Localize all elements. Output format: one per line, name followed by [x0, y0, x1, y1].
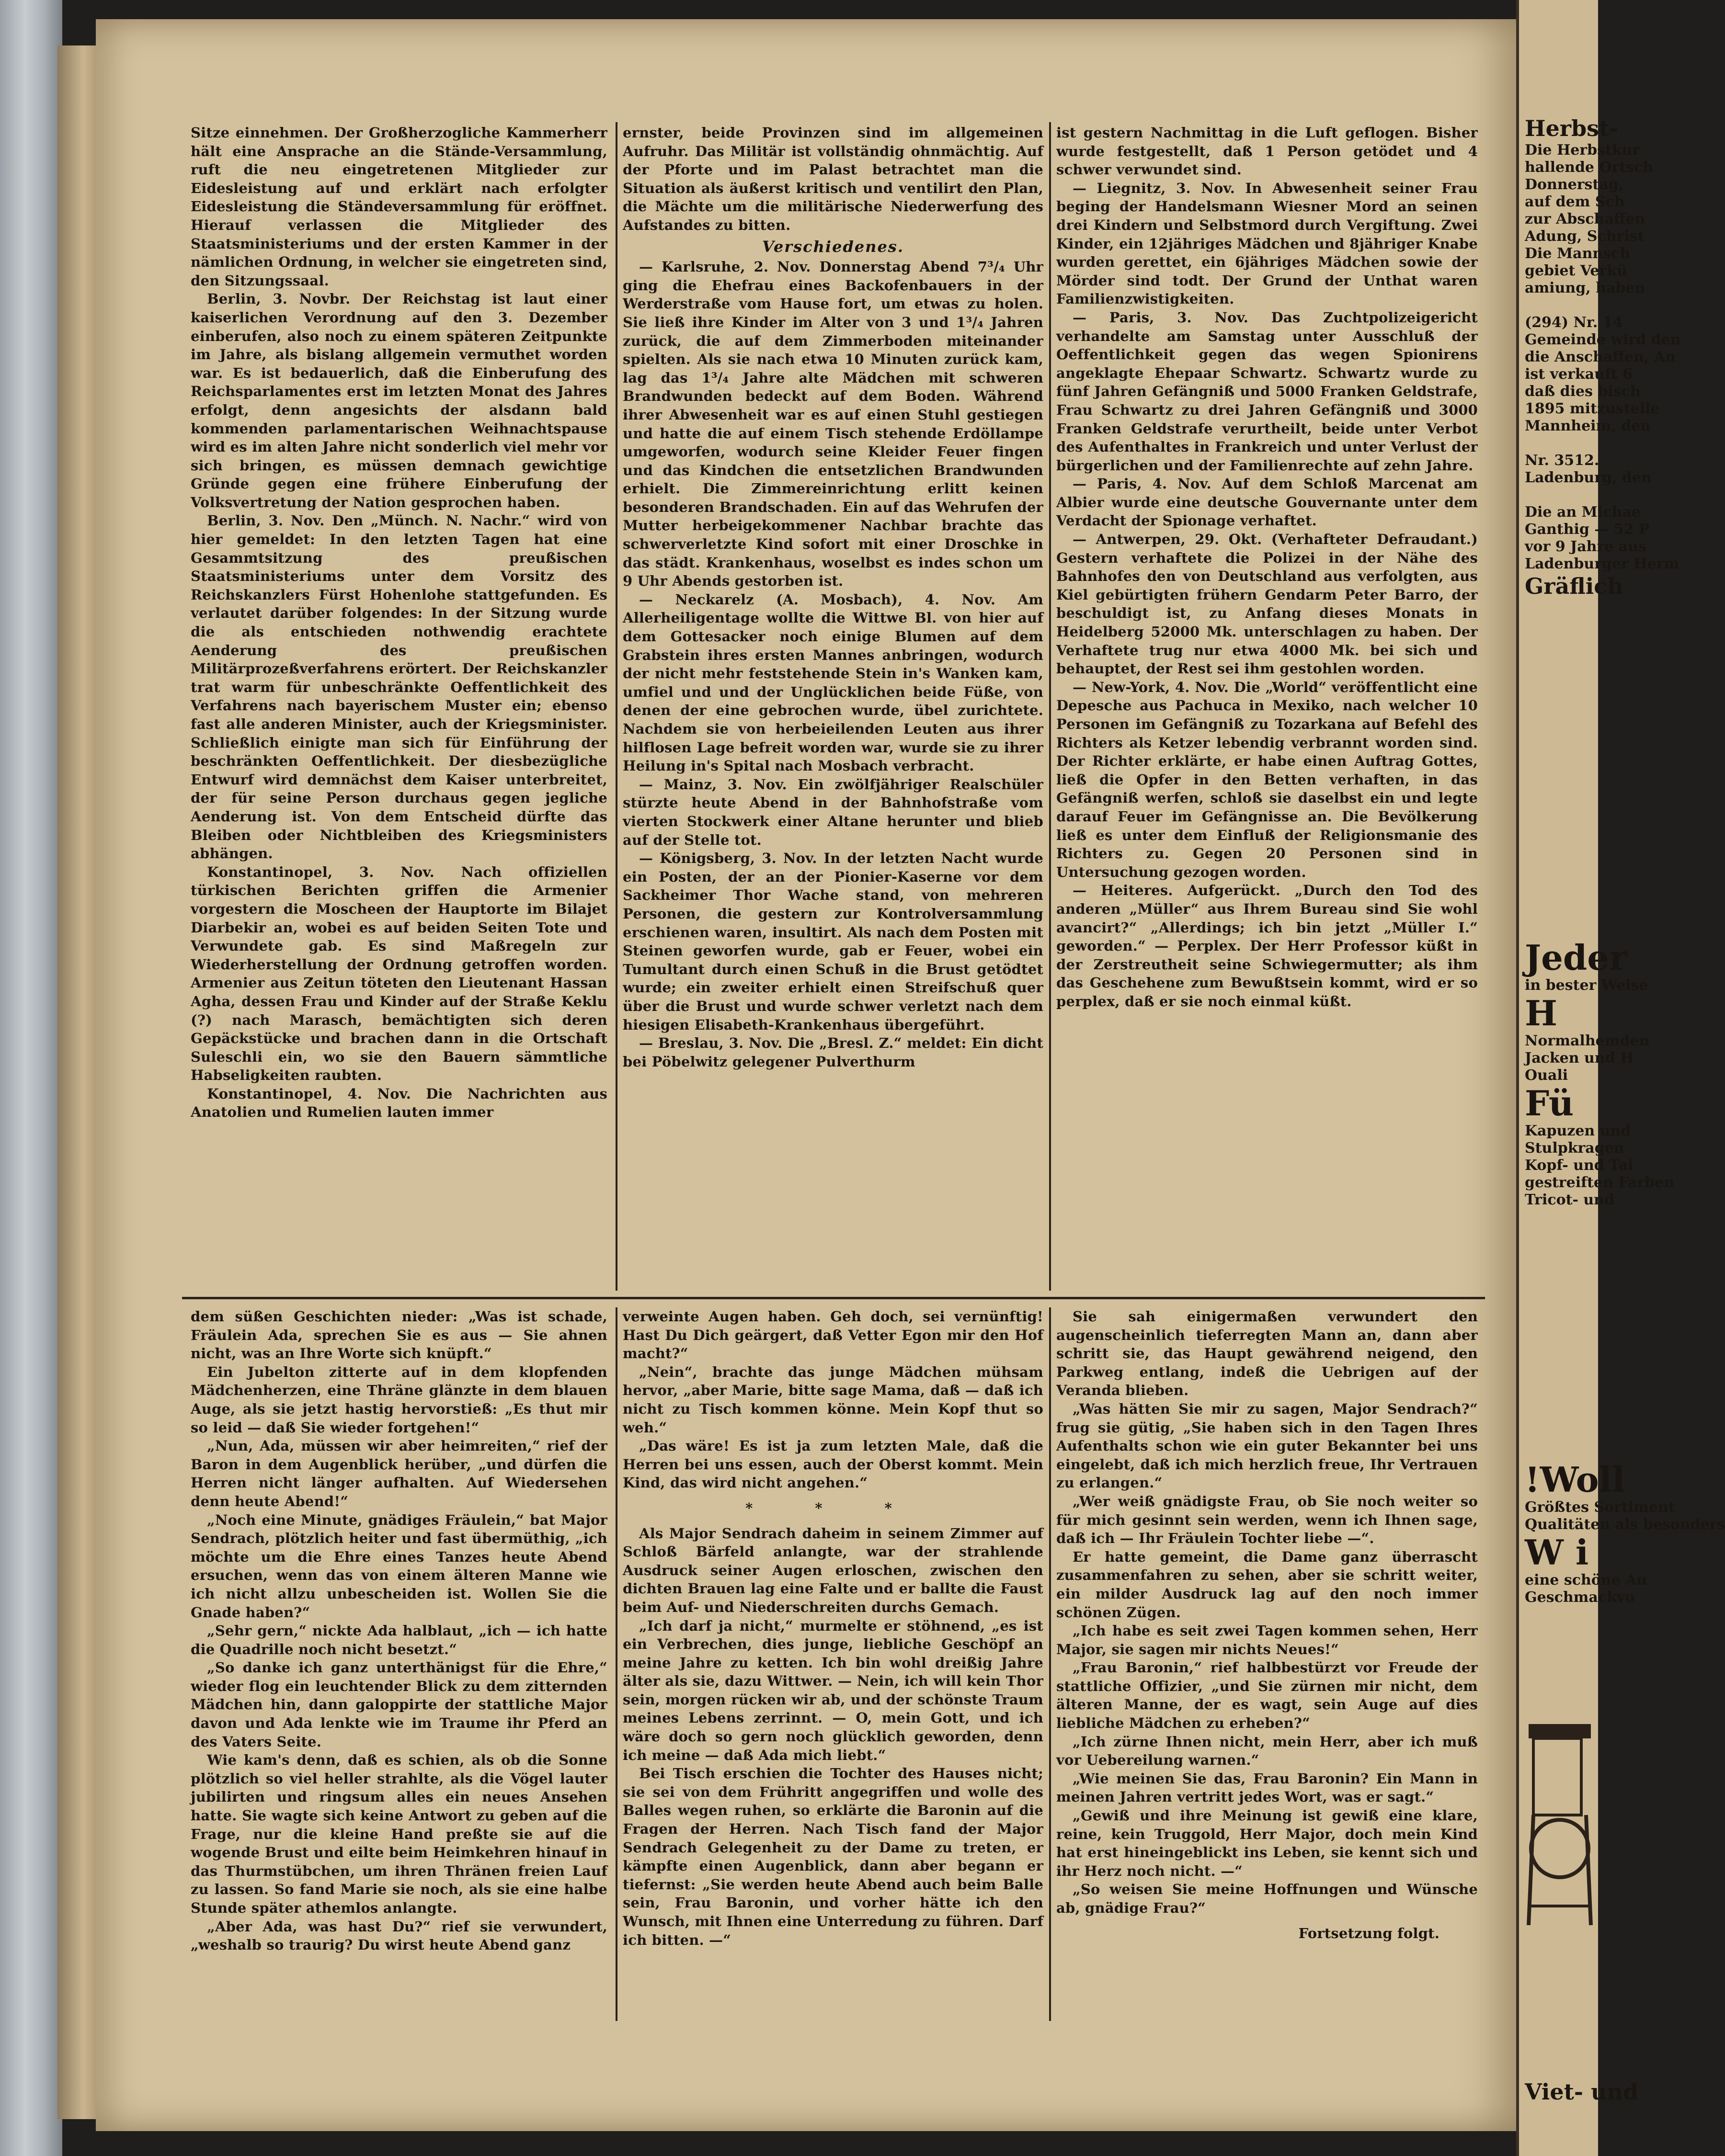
paragraph: „Sehr gern,“ nickte Ada halblaut, „ich — ich hatte die Quadrille noch nicht besetzt.“	[191, 1623, 607, 1657]
ad-line: die Anschaffen, An	[1525, 349, 1676, 365]
binder-spine	[0, 0, 62, 2156]
bottom-advertisement	[1525, 2078, 1668, 2105]
section-heading-verschiedenes: Verschiedenes.	[762, 237, 904, 256]
ad-line: Normalhemden	[1525, 1033, 1650, 1049]
paragraph: „Aber Ada, was hast Du?“ rief sie verwundert, „weshalb so traurig? Du wirst heute Abend ganz	[191, 1918, 607, 1953]
paragraph: „So danke ich ganz unterthänigst für die Ehre,“ wieder flog ein leuchtender Blick zu dem zitternden Mädchen hin, dann galoppirte der stattliche Major davon und Ada lenkte wie im Traume ihr Pferd an des Vaters Seite.	[191, 1659, 607, 1750]
top-column-3	[1056, 124, 1478, 1292]
column-rule	[616, 1307, 617, 2021]
ad-line: Geschmackvo	[1525, 1589, 1635, 1606]
adjacent-page-notices	[1525, 115, 1681, 600]
paragraph: Konstantinopel, 4. Nov. Die Nachrichten aus Anatolien und Rumelien lauten immer	[191, 1085, 607, 1121]
ad-line: gebiet Verkü	[1525, 262, 1627, 279]
ad-line: Gemeinde wird den	[1525, 331, 1681, 348]
section-stars: * * *	[745, 1499, 921, 1516]
paragraph: „Nun, Ada, müssen wir aber heimreiten,“ rief der Baron in dem Augenblick herüber, „und dürfen die Herren nicht länger aufhalten. Auf Wiedersehen denn heute Abend!“	[191, 1438, 607, 1509]
paragraph: — Heiteres. Aufgerückt. „Durch den Tod des anderen „Müller“ aus Ihrem Bureau sind Sie wohl avancirt?“ „Allerdings; ich bin jetzt „Müller I.“ geworden.“ — Perplex. Der Herr Professor küßt in der Zerstreutheit seine Schwiegermutter; als ihm das Geschehene zum Bewußtsein kommt, wird er so perplex, daß er sie noch einmal küßt.	[1056, 882, 1478, 1010]
paragraph: „Nein“, brachte das junge Mädchen mühsam hervor, „aber Marie, bitte sage Mama, daß — daß ich nicht zu Tisch kommen könne. Mein Kopf thut so weh.“	[623, 1363, 1043, 1436]
ad-line: Die Mannsch	[1525, 245, 1631, 262]
bottom-column-2	[623, 1307, 1043, 2021]
column-rule	[1049, 1307, 1051, 2021]
ad-line: Jacken und H	[1525, 1050, 1634, 1067]
ad-line: Herbst-	[1525, 115, 1619, 141]
ad-line: Gräflich	[1525, 573, 1623, 599]
paragraph: „Ich zürne Ihnen nicht, mein Herr, aber ich muß vor Uebereilung warnen.“	[1056, 1733, 1478, 1769]
ad-line: Nr. 3512.	[1525, 452, 1599, 469]
ad-line	[1525, 487, 1668, 504]
paragraph: verweinte Augen haben. Geh doch, sei vernünftig! Hast Du Dich geärgert, daß Vetter Egon mir den Hof macht?“	[623, 1308, 1043, 1362]
bottom-column-3	[1056, 1307, 1478, 2021]
ad-line: in bester Weise	[1525, 977, 1648, 994]
paragraph: Berlin, 3. Novbr. Der Reichstag ist laut einer kaiserlichen Verordnung auf den 3. Dezember einberufen, also noch zu einem späteren Zeitpunkte im Jahre, als bislang allgemein vermuthet worden war. Es ist bedauerlich, daß die Einberufung des Reichsparlamentes erst im letzten Monat des Jahres erfolgt, denn angesichts der alsdann bald kommenden parlamentarischen Weihnachtspause wird es im alten Jahre nicht sonderlich viel mehr vor sich bringen, es müssen demnach gewichtige Gründe gegen eine frühere Einberufung der Volksvertretung der Nation gesprochen haben.	[191, 291, 607, 511]
ad-line: Qualitäten als besonders	[1525, 1516, 1725, 1533]
paragraph: „Was hätten Sie mir zu sagen, Major Sendrach?“ frug sie gütig, „Sie haben sich in den Tagen Ihres Aufenthalts schon wie ein guter Bekannter bei uns eingelebt, daß ich mich herzlich freue, Ihr Vertrauen zu erlangen.“	[1056, 1400, 1478, 1491]
ad-line: auf dem Sch	[1525, 193, 1625, 210]
clothing-advertisement	[1525, 937, 1674, 1209]
ad-line: Adung, Schrist	[1525, 228, 1645, 245]
sewing-machine-illustration	[1524, 1705, 1596, 1930]
ad-line: zur Abschaffen	[1525, 211, 1645, 227]
ad-line: gestreiften Farben	[1525, 1174, 1674, 1191]
paragraph: Berlin, 3. Nov. Den „Münch. N. Nachr.“ wird von hier gemeldet: In den letzten Tagen hat eine Gesammtsitzung des preußischen Staatsministeriums unter dem Vorsitz des Reichskanzlers Fürst Hohenlohe stattgefunden. Es verlautet darüber folgendes: In der Sitzung wurde die als entschieden nothwendig erachtete Aenderung des preußischen Militärprozeßverfahrens erörtert. Der Reichskanzler trat warm für unbeschränkte Oeffentlichkeit des Verfahrens nach bayerischem Muster ein; ebenso fast alle anderen Minister, auch der Kriegsminister. Schließlich einigte man sich für Einführung der beschränkten Oeffentlichkeit. Der diesbezügliche Entwurf wird demnächst dem Kaiser unterbreitet, der für seine Person durchaus gegen jegliche Aenderung ist. Von dem Entscheid dürfte das Bleiben oder Nichtbleiben des Kriegsministers abhängen.	[191, 512, 607, 862]
paragraph: — Mainz, 3. Nov. Ein zwölfjähriger Realschüler stürzte heute Abend in der Bahnhofstraße vom vierten Stockwerk einer Altane herunter und blieb auf der Stelle tot.	[623, 776, 1043, 848]
wool-advertisement	[1525, 1459, 1725, 1606]
paragraph: — Paris, 4. Nov. Auf dem Schloß Marcenat am Albier wurde eine deutsche Gouvernante unter dem Verdacht der Spionage verhaftet.	[1056, 476, 1478, 529]
ad-line: (294) Nr. 14	[1525, 314, 1623, 331]
paragraph: dem süßen Geschichten nieder: „Was ist schade, Fräulein Ada, sprechen Sie es aus — Sie ahnen nicht, was an Ihre Worte sich knüpft.“	[191, 1308, 607, 1362]
paragraph: „Wie meinen Sie das, Frau Baronin? Ein Mann in meinen Jahren vertritt jedes Wort, was er sagt.“	[1056, 1770, 1478, 1805]
paragraph: — Paris, 3. Nov. Das Zuchtpolizeigericht verhandelte am Samstag unter Ausschluß der Oeffentlichkeit gegen das wegen Spionirens angeklagte Ehepaar Schwartz. Schwartz wurde zu fünf Jahren Gefängniß und 5000 Franken Geldstrafe, Frau Schwartz zu drei Jahren Gefängniß und 3000 Franken Geldstrafe verurtheilt, beide unter Verbot des Aufenthaltes in Frankreich und unter Verlust der bürgerlichen und der Familienrechte auf zehn Jahre.	[1056, 309, 1478, 474]
paragraph: Sitze einnehmen. Der Großherzogliche Kammerherr hält eine Ansprache an die Stände-Versammlung, ruft die neu eingetretenen Mitglieder zur Eidesleistung auf und erklärt nach erfolgter Eidesleistung die Ständeversammlung für eröffnet. Hierauf verlassen die Mitglieder des Staatsministeriums und der ersten Kammer in der nämlichen Ordnung, in welcher sie eingetreten sind, den Sitzungssaal.	[191, 125, 607, 289]
ad-line: eine schöne Au	[1525, 1572, 1647, 1589]
ad-line: Kapuzen und	[1525, 1123, 1631, 1139]
ad-line: Ladenburg, den	[1525, 469, 1652, 486]
ad-line: Die Herbstkur	[1525, 142, 1640, 159]
adjacent-page	[1516, 0, 1725, 2156]
paragraph: „Ich darf ja nicht,“ murmelte er stöhnend, „es ist ein Verbrechen, dies junge, liebliche Geschöpf an meine Jahre zu ketten. Ich bin wohl dreißig Jahre älter als sie, dazu Wittwer. — Nein, ich will kein Thor sein, morgen rücken wir ab, und der schönste Traum meines Lebens zerrinnt. — O, mein Gott, und ich wäre doch so gern noch glücklich geworden, denn ich meine — daß Ada mich liebt.“	[623, 1617, 1043, 1763]
paragraph: Ein Jubelton zitterte auf in dem klopfenden Mädchenherzen, eine Thräne glänzte in dem blauen Auge, als sie jetzt hastig hervorstieß: „Es thut mir so leid — daß Sie wieder fortgehen!“	[191, 1363, 607, 1436]
paragraph: Bei Tisch erschien die Tochter des Hauses nicht; sie sei von dem Frühritt angegriffen und wolle des Balles wegen ruhen, so erklärte die Baronin auf die Fragen der Herren. Nach Tisch fand der Major Sendrach Gelegenheit zu der Dame zu treten, er kämpfte einen Augenblick, dann aber begann er tiefernst: „Sie werden heute Abend auch beim Balle sein, Frau Baronin, und vorher hätte ich den Wunsch, mit Ihnen eine Unterredung zu führen. Darf ich bitten. —“	[623, 1765, 1043, 1948]
paragraph: — Liegnitz, 3. Nov. In Abwesenheit seiner Frau beging der Handelsmann Wiesner Mord an seinen drei Kindern und Selbstmord durch Vergiftung. Zwei Kinder, ein 12jähriges Mädchen und 8jähriger Knabe wurden gerettet, ein 6jähriges Mädchen sowie der Mörder sind todt. Der Grund der Unthat waren Familienzwistigkeiten.	[1056, 180, 1478, 307]
paragraph: „Ich habe es seit zwei Tagen kommen sehen, Herr Major, sie sagen mir nichts Neues!“	[1056, 1623, 1478, 1657]
paragraph: „Wer weiß gnädigste Frau, ob Sie noch weiter so für mich gesinnt sein werden, wenn ich Ihnen sage, daß ich — Ihr Fräulein Tochter liebe —“.	[1056, 1493, 1478, 1547]
paragraph: „Frau Baronin,“ rief halbbestürzt vor Freude der stattliche Offizier, „und Sie zürnen mir nicht, dem älteren Manne, der es wagt, sein Auge auf dies liebliche Mädchen zu erheben?“	[1056, 1659, 1478, 1732]
ad-line	[1525, 297, 1668, 314]
continuation-note: Fortsetzung folgt.	[1298, 1925, 1439, 1941]
ad-line: Stulpkragen	[1525, 1140, 1624, 1157]
ad-line: Größtes Sortiment	[1525, 1499, 1675, 1516]
paragraph: Konstantinopel, 3. Nov. Nach offiziellen türkischen Berichten griffen die Armenier vorgestern die Moscheen der Hauptorte im Bilajet Diarbekir an, wobei es auf beiden Seiten Tote und Verwundete gab. Es sind Maßregeln zur Wiederherstellung der Ordnung getroffen worden. Armenier aus Zeitun töteten den Lieutenant Hassan Agha, dessen Frau und Kinder auf der Straße Keklu (?) nach Marasch, bemächtigten sich deren Gepäckstücke und brachen dann in die Ortschaft Suleschli ein, wo sie den Bauern sämmtliche Habseligkeiten raubten.	[191, 863, 607, 1084]
ad-line: 1895 mitzustelle	[1525, 400, 1660, 417]
ad-line: !Woll	[1525, 1459, 1625, 1500]
ad-line: ist verkauft 6	[1525, 366, 1633, 383]
paragraph: — Karlsruhe, 2. Nov. Donnerstag Abend 7³/₄ Uhr ging die Ehefrau eines Backofenbauers in der Werderstraße vom Hause fort, um etwas zu holen. Sie ließ ihre Kinder im Alter von 3 und 1³/₄ Jahren zurück, die auf dem Zimmerboden miteinander spielten. Als sie nach etwa 10 Minuten zurück kam, lag das 1³/₄ Jahre alte Mädchen mit schweren Brandwunden bedeckt auf dem Boden. Während ihrer Abwesenheit war es auf einen Stuhl gestiegen und hatte die auf einem Tisch stehende Erdöllampe umgeworfen, wodurch seine Kleider Feuer fingen und das Kindchen die entsetzlichen Brandwunden erhielt. Die Zimmereinrichtung erlitt keinen besonderen Brandschaden. Ein auf das Wehrufen der Mutter herbeigekommener Nachbar brachte das schwerverletzte Kind sofort mit einer Droschke in das städt. Krankenhaus, woselbst es indes schon um 9 Uhr Abends gestorben ist.	[623, 259, 1043, 590]
ad-line: hallende Ortsch	[1525, 159, 1654, 176]
paragraph: ist gestern Nachmittag in die Luft geflogen. Bisher wurde festgestellt, daß 1 Person getödet und 4 schwer verwundet sind.	[1056, 125, 1478, 178]
paragraph: Wie kam's denn, daß es schien, als ob die Sonne plötzlich so viel heller strahlte, als die Vögel lauter jubilirten und ringsum alles ein neues Ansehen hatte. Sie wagte sich keine Antwort zu geben auf die Frage, nur die kleine Hand preßte sie auf die wogende Brust und eilte beim Heimkehren hinauf in das Thurmstübchen, um ihren Thränen freien Lauf zu lassen. So fand Marie sie noch, als sie eine halbe Stunde später athemlos anlangte.	[191, 1752, 607, 1916]
column-rule	[616, 122, 617, 1291]
ad-line: Ganthig — 52 P	[1525, 521, 1650, 538]
paragraph: — Königsberg, 3. Nov. In der letzten Nacht wurde ein Posten, der an der Pionier-Kaserne vor dem Sackheimer Thor Wache stand, von mehreren Personen, die gestern zur Kontrolversammlung erschienen waren, insultirt. Als nach dem Posten mit Steinen geworfen wurde, gab er Feuer, wobei ein Tumultant durch einen Schuß in die Brust getödtet wurde; ein zweiter erhielt einen Streifschuß quer über die Brust und wurde schwer verletzt nach dem hiesigen Elisabeth-Krankenhaus übergeführt.	[623, 850, 1043, 1033]
book-page-edge	[57, 45, 101, 2119]
paragraph: — Breslau, 3. Nov. Die „Bresl. Z.“ meldet: Ein dicht bei Pöbelwitz gelegener Pulverthurm	[623, 1035, 1043, 1070]
ad-line	[1525, 435, 1668, 452]
ad-line: Mannheim, den	[1525, 418, 1651, 434]
paragraph: — Antwerpen, 29. Okt. (Verhafteter Defraudant.) Gestern verhaftete die Polizei in der Nähe des Bahnhofes den von Deutschland aus verfolgten, aus Kiel gebürtigten frühern Gendarm Peter Barro, der beschuldigt ist, zu Anfang dieses Monats in Heidelberg 52000 Mk. unterschlagen zu haben. Der Verhaftete trug nur etwa 4000 Mk. bei sich und behauptet, der Rest sei ihm gestohlen worden.	[1056, 531, 1478, 677]
paragraph: — New-York, 4. Nov. Die „World“ veröffentlicht eine Depesche aus Pachuca in Mexiko, nach welcher 10 Personen im Gefängniß zu Tozarkana auf Befehl des Richters als Ketzer lebendig verbrannt worden sind. Der Richter erklärte, er habe einen Auftrag Gottes, ließ die Opfer in den Betten verhaften, in das Gefängniß werfen, schloß sie daselbst ein und legte darauf Feuer im Gefängnisse an. Die Bevölkerung ließ es unter dem Einfluß der Religionsmanie des Richters zu. Gegen 20 Personen sind in Untersuchung gezogen worden.	[1056, 679, 1478, 880]
feuilleton-divider	[182, 1297, 1485, 1299]
top-column-1	[191, 124, 607, 1292]
ad-line: Die an Michae	[1525, 504, 1641, 521]
ad-line: W i	[1525, 1532, 1589, 1573]
newspaper-page	[96, 19, 1526, 2131]
paragraph: ernster, beide Provinzen sind im allgemeinen Aufruhr. Das Militär ist vollständig ohnmächtig. Auf der Pforte und im Palast betrachtet man die Situation als äußerst kritisch und ventilirt den Plan, die Mächte um die militärische Niederwerfung des Aufstandes zu bitten.	[623, 125, 1043, 233]
column-rule	[1049, 122, 1051, 1291]
ad-line: Ladenburger Herm	[1525, 556, 1679, 572]
paragraph: — Neckarelz (A. Mosbach), 4. Nov. Am Allerheiligentage wollte die Wittwe Bl. von hier auf dem Gottesacker noch einige Blumen auf dem Grabstein ihres ersten Mannes anbringen, wodurch der nicht mehr feststehende Stein in's Wanken kam, umfiel und und der Unglücklichen beide Füße, von denen der eine gebrochen wurde, übel zurichtete. Nachdem sie von herbeieilenden Leuten aus ihrer hilflosen Lage befreit worden war, wurde sie zu ihrer Heilung in's Spital nach Mosbach verbracht.	[623, 591, 1043, 774]
paragraph: „So weisen Sie meine Hoffnungen und Wünsche ab, gnädige Frau?“	[1056, 1881, 1478, 1916]
ad-line: Tricot- und	[1525, 1191, 1614, 1208]
ad-line: Ouali	[1525, 1067, 1568, 1084]
paragraph: „Gewiß und ihre Meinung ist gewiß eine klare, reine, kein Truggold, Herr Major, doch mein Kind hat erst hineingeblickt ins Leben, sie kennt sich und ihr Herz noch nicht. —“	[1056, 1807, 1478, 1879]
paragraph: Er hatte gemeint, die Dame ganz überrascht zusammenfahren zu sehen, aber sie schritt weiter, ein milder Ausdruck lag auf den noch immer schönen Zügen.	[1056, 1548, 1478, 1621]
paragraph: Als Major Sendrach daheim in seinem Zimmer auf Schloß Bärfeld anlangte, war der strahlende Ausdruck seiner Augen erloschen, zwischen den dichten Brauen lag eine Falte und er ballte die Faust beim Auf- und Niederschreiten durchs Gemach.	[623, 1525, 1043, 1615]
ad-line: Viet- und	[1525, 2079, 1639, 2105]
ad-line: vor 9 Jahre aus	[1525, 538, 1646, 555]
ad-line: Jeder	[1525, 937, 1627, 978]
paragraph: Sie sah einigermaßen verwundert den augenscheinlich tieferregten Mann an, dann aber schritt sie, das Haupt gewährend neigend, den Parkweg entlang, indeß die Uebrigen auf der Veranda blieben.	[1056, 1308, 1478, 1399]
bottom-column-1	[191, 1307, 607, 2021]
ad-line: amiung, haben	[1525, 280, 1645, 296]
ad-line: Fü	[1525, 1083, 1574, 1123]
ad-line: Kopf- und Tai	[1525, 1157, 1634, 1174]
ad-line: daß dies bisch	[1525, 383, 1641, 400]
ad-line: H	[1525, 993, 1558, 1033]
top-column-2	[623, 124, 1043, 1292]
paragraph: „Das wäre! Es ist ja zum letzten Male, daß die Herren bei uns essen, auch der Oberst kommt. Mein Kind, das wird nicht angehen.“	[623, 1438, 1043, 1491]
ad-line: Donnerstag,	[1525, 176, 1624, 193]
paragraph: „Noch eine Minute, gnädiges Fräulein,“ bat Major Sendrach, plötzlich heiter und fast übermüthig, „ich möchte um die Ehre eines Tanzes heute Abend ersuchen, wenn das von einem älteren Manne wie ich nicht allzu unbescheiden ist. Wollen Sie die Gnade haben?“	[191, 1511, 607, 1621]
